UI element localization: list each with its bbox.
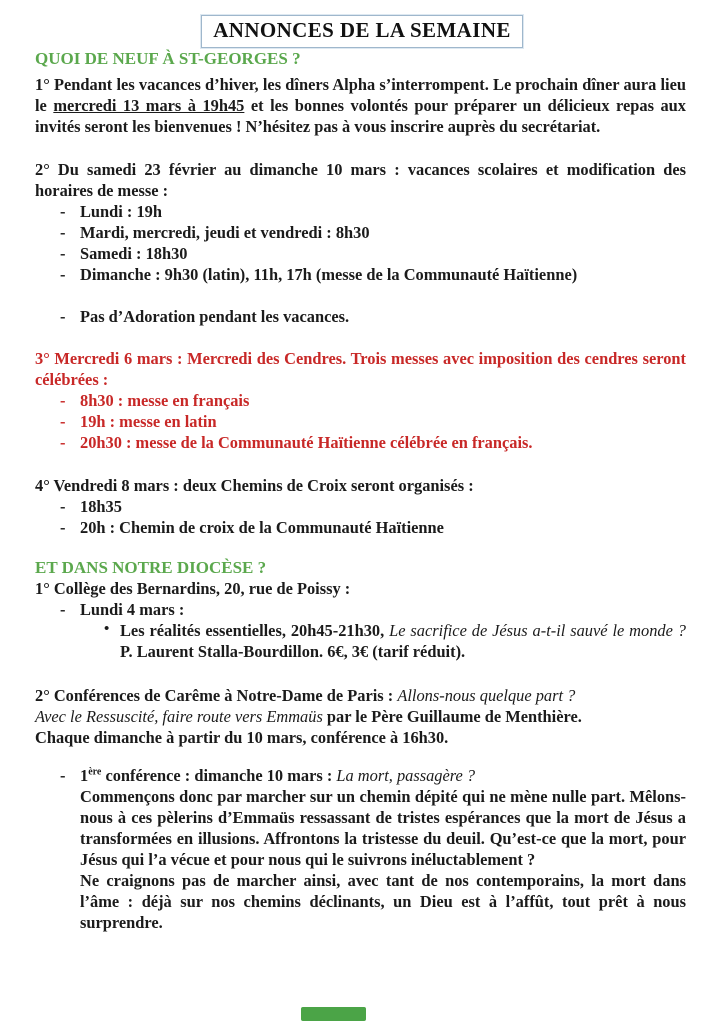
schedule-weekdays-text: Mardi, mercredi, jeudi et vendredi : 8h30 [80, 223, 370, 242]
list-item-schedule-monday [35, 201, 686, 222]
conference-label: conférence : dimanche 10 mars : [101, 766, 337, 785]
monday-4-march-text: Lundi 4 mars : [80, 600, 185, 619]
dash-marker: - [60, 391, 66, 410]
conference-number: 1 [80, 766, 89, 785]
dash-marker: - [60, 433, 66, 452]
bernardins-bold-1: Les réalités essentielles, 20h45-21h30, [120, 621, 390, 640]
list-item-monday-4-march [35, 599, 686, 620]
paragraph-vacation-schedule-intro: 2° Du samedi 23 février au dimanche 10 mars : vacances scolaires et modification des horaires de messe : [35, 160, 686, 200]
cross-18h35-text: 18h35 [80, 497, 122, 516]
bernardins-italic-title: Le sacrifice de Jésus a-t-il sauvé le monde ? [389, 621, 686, 640]
paragraph-conference-text-1: Commençons donc par marcher sur un chemin dépité qui ne mène nulle part. Mêlons-nous à ces pèlerins d’Emmaüs ressassant de tristes espérances que la mort de Jésus a transformées en illusions. Affrontons la tristesse du deuil. Qu’est-ce que la mort, pour Jésus qui l’a vécue et pour nous qui le suivrons inéluctablement ? [80, 787, 686, 869]
list-item-schedule-sunday [35, 264, 686, 285]
paragraph-bernardins-intro: 1° Collège des Bernardins, 20, rue de Poissy : [35, 579, 351, 598]
dash-marker: - [60, 223, 66, 242]
dash-marker: - [60, 766, 66, 785]
list-item-first-conference [35, 765, 686, 786]
dash-marker: - [60, 202, 66, 221]
bullet-marker: • [104, 621, 110, 637]
dash-marker: - [60, 307, 66, 326]
dash-marker: - [60, 244, 66, 263]
alpha-underlined-date: mercredi 13 mars à 19h45 [53, 96, 245, 115]
dash-marker: - [60, 265, 66, 284]
mass-latin-text: 19h : messe en latin [80, 412, 217, 431]
list-item-cross-20h [35, 517, 686, 538]
mass-haitian-text: 20h30 : messe de la Communauté Haïtienne célébrée en français. [80, 433, 533, 452]
schedule-sunday-text: Dimanche : 9h30 (latin), 11h, 17h (messe de la Communauté Haïtienne) [80, 265, 578, 284]
dash-marker: - [60, 497, 66, 516]
paragraph-careme-conferences [35, 685, 686, 748]
dash-marker: - [60, 412, 66, 431]
page-title [201, 15, 523, 48]
section-heading-st-georges: QUOI DE NEUF À ST-GEORGES ? [35, 49, 301, 68]
careme-italic-1: Allons-nous quelque part ? [397, 686, 576, 705]
paragraph-alpha-dinners [35, 74, 686, 137]
mass-french-text: 8h30 : messe en français [80, 391, 250, 410]
schedule-saturday-text: Samedi : 18h30 [80, 244, 188, 263]
list-item-cross-18h35 [35, 496, 686, 517]
title-row [0, 15, 724, 48]
conference-italic-title: La mort, passagère ? [336, 766, 476, 785]
list-item-schedule-saturday [35, 243, 686, 264]
list-item-mass-latin [35, 411, 686, 432]
alpha-text-pre: 1° Pendant les vacances d’hiver, les dîners Alpha s’interrompent. Le prochain dîner aura lieu le [35, 75, 686, 115]
schedule-monday-text: Lundi : 19h [80, 202, 162, 221]
dash-marker: - [60, 518, 66, 537]
conference-ordinal: ère [88, 766, 102, 778]
footer-green-bar [301, 1007, 366, 1021]
careme-bold-2: par le Père Guillaume de Menthière. [326, 707, 582, 726]
careme-bold-1: 2° Conférences de Carême à Notre-Dame de Paris : [35, 686, 398, 705]
dash-marker: - [60, 600, 66, 619]
document-content [35, 48, 686, 933]
list-item-mass-haitian [35, 432, 686, 453]
paragraph-conference-text-2: Ne craignons pas de marcher ainsi, avec tant de nos contemporains, la mort dans l’âme : déjà sur nos chemins déclinants, un Dieu est à l’affût, tout prêt à nous surprendre. [80, 871, 686, 932]
list-item-bernardins-conference [35, 620, 686, 662]
list-item-no-adoration [35, 306, 686, 327]
cross-20h-text: 20h : Chemin de croix de la Communauté Haïtienne [80, 518, 444, 537]
careme-bold-3: Chaque dimanche à partir du 10 mars, conférence à 16h30. [35, 728, 449, 747]
no-adoration-text: Pas d’Adoration pendant les vacances. [80, 307, 350, 326]
list-item-mass-french [35, 390, 686, 411]
section-heading-diocese: ET DANS NOTRE DIOCÈSE ? [35, 558, 267, 577]
list-item-schedule-weekdays [35, 222, 686, 243]
paragraph-ash-wednesday-intro: 3° Mercredi 6 mars : Mercredi des Cendres. Trois messes avec imposition des cendres seront célébrées : [35, 349, 686, 389]
alpha-text-post: et les bonnes volontés pour préparer un délicieux repas aux invités seront les bienvenues ! N’hésitez pas à vous inscrire auprès du secrétariat. [35, 96, 686, 136]
paragraph-way-of-cross-intro: 4° Vendredi 8 mars : deux Chemins de Croix seront organisés : [35, 476, 474, 495]
page-title-text: ANNONCES DE LA SEMAINE [213, 18, 511, 42]
careme-italic-2: Avec le Ressuscité, faire route vers Emmaüs [35, 707, 327, 726]
bernardins-bold-2: P. Laurent Stalla-Bourdillon. 6€, 3€ (tarif réduit). [120, 642, 466, 661]
